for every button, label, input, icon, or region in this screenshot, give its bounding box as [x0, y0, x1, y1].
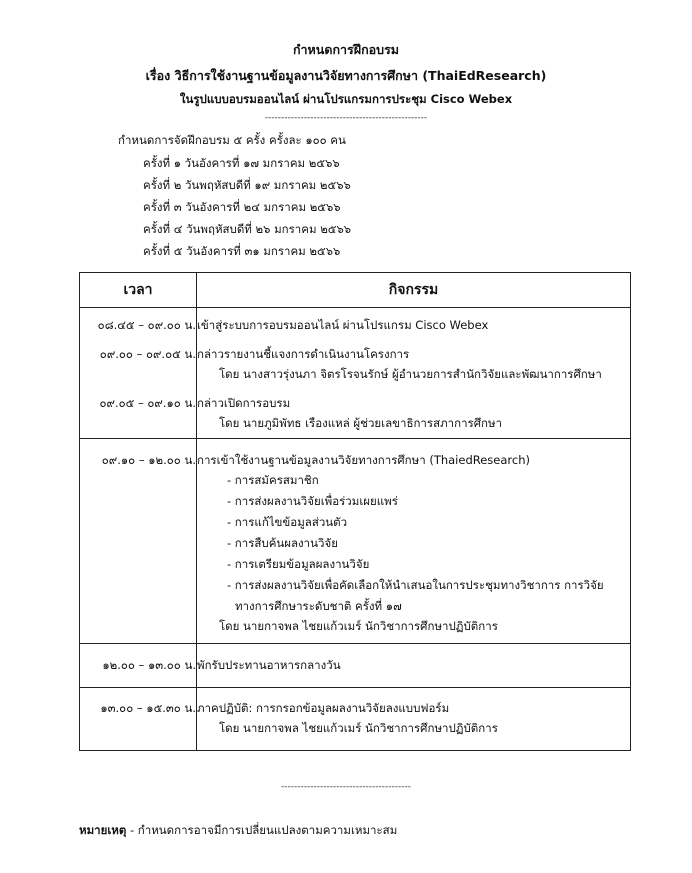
footnote — [79, 822, 397, 840]
activity-text: กล่าวเปิดการอบรม — [197, 396, 291, 410]
list-item: - การสืบค้นผลงานวิจัย — [227, 536, 338, 550]
time-column-header: เวลา — [80, 273, 197, 308]
table-row — [80, 688, 631, 751]
time-cell: ๑๒.๐๐ – ๑๓.๐๐ น. — [102, 658, 196, 672]
session-item: ครั้งที่ ๔ วันพฤหัสบดีที่ ๒๖ มกราคม ๒๕๖๖ — [143, 222, 352, 236]
note-label: หมายเหตุ — [79, 823, 127, 837]
list-item: - การสมัครสมาชิก — [227, 473, 319, 487]
header-separator: -------------------------------------------------- — [264, 113, 428, 123]
speaker-text: โดย นายภูมิพัทธ เรืองแหล่ ผู้ช่วยเลขาธิการสภาการศึกษา — [219, 416, 503, 430]
document-title: กำหนดการฝึกอบรม — [292, 42, 400, 57]
document-format: ในรูปแบบอบรมออนไลน์ ผ่านโปรแกรมการประชุม Cisco Webex — [179, 92, 513, 106]
time-cell: ๑๓.๐๐ – ๑๕.๓๐ น. — [100, 701, 196, 715]
speaker-text: โดย นางสาวรุ่งนภา จิตรโรจนรักษ์ ผู้อำนวยการสำนักวิจัยและพัฒนาการศึกษา — [219, 367, 602, 381]
activity-text: เข้าสู่ระบบการอบรมออนไลน์ ผ่านโปรแกรม Cisco Webex — [197, 318, 489, 332]
speaker-text: โดย นายกาจพล ไชยแก้วเมร์ นักวิชาการศึกษาปฏิบัติการ — [219, 619, 498, 633]
list-item: - การส่งผลงานวิจัยเพื่อร่วมเผยแพร่ — [227, 494, 398, 508]
activity-text: กล่าวรายงานชี้แจงการดำเนินงานโครงการ — [197, 347, 410, 361]
list-item: - การเตรียมข้อมูลผลงานวิจัย — [227, 557, 370, 571]
time-cell: ๐๙.๐๕ – ๐๙.๑๐ น. — [99, 396, 196, 410]
time-cell: ๐๙.๐๐ – ๐๙.๐๕ น. — [99, 347, 196, 361]
session-item: ครั้งที่ ๓ วันอังคารที่ ๒๔ มกราคม ๒๕๖๖ — [143, 200, 341, 214]
activity-text: พักรับประทานอาหารกลางวัน — [197, 658, 341, 672]
session-item: ครั้งที่ ๕ วันอังคารที่ ๓๑ มกราคม ๒๕๖๖ — [143, 244, 341, 258]
table-header-row — [80, 273, 631, 308]
schedule-table — [79, 272, 631, 751]
footer-separator: ---------------------------------------- — [281, 782, 411, 792]
table-row — [80, 644, 631, 688]
list-item: - การแก้ไขข้อมูลส่วนตัว — [227, 515, 348, 529]
activity-column-header: กิจกรรม — [197, 273, 631, 308]
note-text: - กำหนดการอาจมีการเปลี่ยนแปลงตามความเหมาะสม — [126, 823, 398, 837]
table-row — [80, 308, 631, 439]
session-item: ครั้งที่ ๒ วันพฤหัสบดีที่ ๑๙ มกราคม ๒๕๖๖ — [143, 178, 351, 192]
document-subject: เรื่อง วิธีการใช้งานฐานข้อมูลงานวิจัยทางการศึกษา (ThaiEdResearch) — [145, 68, 547, 83]
time-cell: ๐๙.๑๐ – ๑๒.๐๐ น. — [101, 453, 196, 467]
sessions-summary: กำหนดการจัดฝึกอบรม ๕ ครั้ง ครั้งละ ๑๐๐ คน — [118, 133, 346, 147]
list-item-continued: ทางการศึกษาระดับชาติ ครั้งที่ ๑๗ — [235, 599, 402, 613]
table-row — [80, 439, 631, 644]
time-cell: ๐๘.๔๕ – ๐๙.๐๐ น. — [97, 318, 196, 332]
session-item: ครั้งที่ ๑ วันอังคารที่ ๑๗ มกราคม ๒๕๖๖ — [143, 156, 340, 170]
speaker-text: โดย นายกาจพล ไชยแก้วเมร์ นักวิชาการศึกษาปฏิบัติการ — [219, 721, 498, 735]
activity-text: การเข้าใช้งานฐานข้อมูลงานวิจัยทางการศึกษา (ThaiedResearch) — [197, 453, 530, 467]
list-item: - การส่งผลงานวิจัยเพื่อคัดเลือกให้นำเสนอในการประชุมทางวิชาการ การวิจัย — [227, 578, 604, 592]
activity-text: ภาคปฏิบัติ: การกรอกข้อมูลผลงานวิจัยลงแบบฟอร์ม — [197, 701, 450, 715]
